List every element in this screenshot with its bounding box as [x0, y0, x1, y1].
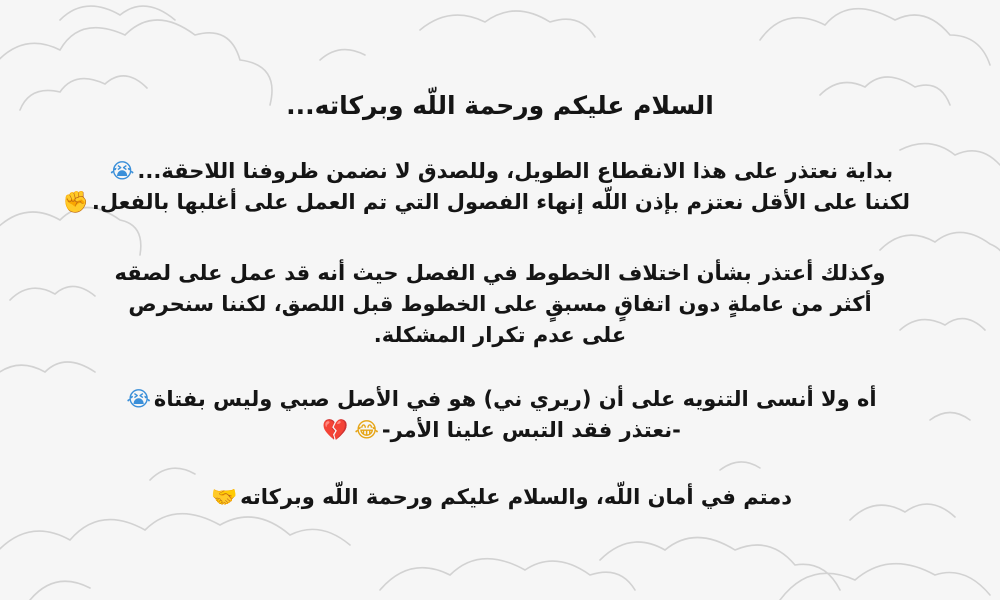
- paragraph-line: دمتم في أمان اللّه، والسلام عليكم ورحمة اللّه وبركاته🤝: [90, 482, 910, 513]
- raised-fist-emoji-icon: ✊: [62, 190, 89, 214]
- apology-paragraph: [62, 156, 910, 218]
- fonts-note-paragraph: [90, 258, 910, 351]
- paragraph-line: -نعتذر فقد التبس علينا الأمر-😂💔: [90, 415, 910, 446]
- crying-emoji-icon: 😭: [109, 159, 135, 183]
- paragraph-line: على عدم تكرار المشكلة.: [373, 323, 627, 347]
- correction-paragraph: [90, 384, 910, 446]
- paragraph-line: وكذلك أعتذر بشأن اختلاف الخطوط في الفصل حيث أنه قد عمل على لصقه: [114, 261, 886, 285]
- farewell-paragraph: [90, 482, 910, 513]
- page-title: السلام عليكم ورحمة اللّه وبركاته...: [286, 91, 714, 120]
- paragraph-line: أكثر من عاملةٍ دون اتفاقٍ مسبقٍ على الخطوط قبل اللصق، لكننا سنحرص: [128, 292, 872, 316]
- paragraph-line: لكننا على الأقل نعتزم بإذن اللّه إنهاء الفصول التي تم العمل على أغلبها بالفعل.✊: [90, 187, 910, 218]
- handshake-emoji-icon: 🤝: [210, 485, 238, 509]
- paragraph-line: بداية نعتذر على هذا الانقطاع الطويل، وللصدق لا نضمن ظروفنا اللاحقة...😭: [90, 156, 910, 187]
- crying-emoji-icon: 😭: [126, 387, 151, 411]
- laughing-emoji-icon: 😂: [354, 418, 379, 442]
- broken-heart-emoji-icon: 💔: [322, 418, 349, 442]
- paragraph-line: أه ولا أنسى التنويه على أن (ريري ني) هو في الأصل صبي وليس بفتاة😭: [90, 384, 910, 415]
